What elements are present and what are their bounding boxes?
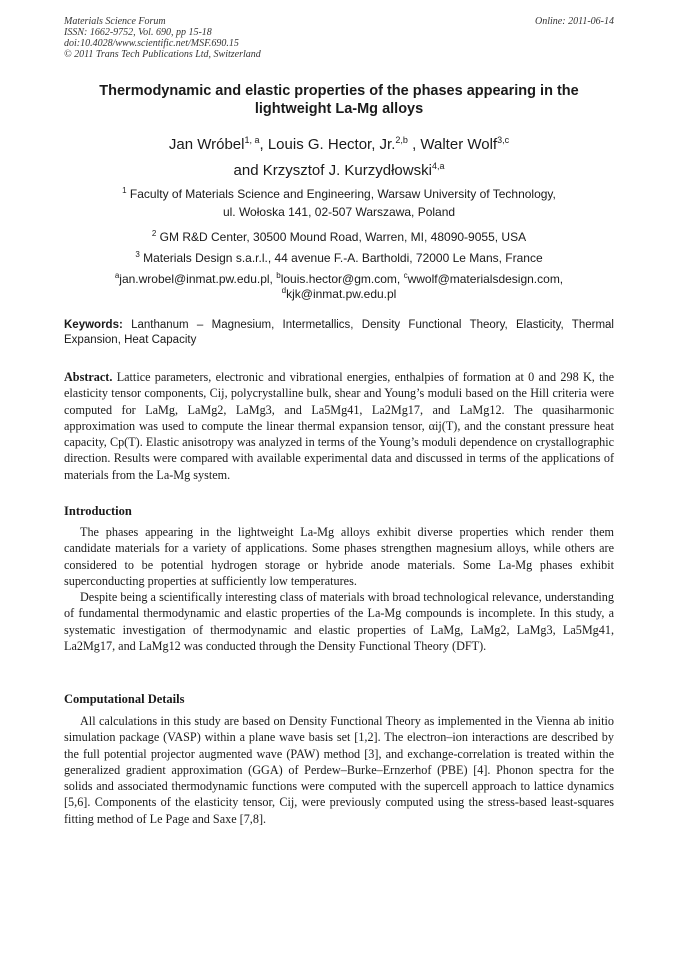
keywords-label: Keywords:	[64, 319, 123, 331]
intro-paragraph-2: Despite being a scientifically interesting class of materials with broad technological relevance, understanding of fundamental thermodynamic and elastic properties of the La-Mg compounds is incomplete. In this study, a systematic investigation of thermodynamic and elastic properties of LaMg, LaMg2, LaMg3, La5Mg41, La2Mg17, and LaMg12 was conducted through the Density Functional Theory (DFT).	[64, 590, 614, 654]
paper-title	[64, 82, 614, 118]
affiliation-1	[64, 183, 614, 202]
email-wolf[interactable]: wwolf@materialsdesign.com,	[407, 272, 564, 286]
affil-text: Materials Design s.a.r.l., 44 avenue F.-A. Bartholdi, 72000 Le Mans, France	[139, 251, 543, 265]
intro-paragraph-1: The phases appearing in the lightweight La-Mg alloys exhibit diverse properties which render them candidate materials for a variety of applications. Some phases strengthen magnesium alloys, while others are considered to be potential hydrogen storage or hybride anode materials. Some La-Mg phases exhibit superconducting properties at sufficiently low temperatures.	[64, 525, 614, 588]
email-sup: d	[281, 286, 287, 295]
email-sup: c	[403, 271, 408, 280]
journal-doi: doi:10.4028/www.scientific.net/MSF.690.15	[64, 38, 239, 49]
comp-paragraph-1: All calculations in this study are based on Density Functional Theory as implemented in the Vienna ab initio simulation package (VASP) within a plane wave basis set [1,2]. The electron–ion interactions are described by the full potential projector augmented wave (PAW) method [3], and exchange-correlation is treated within the generalized gradient approximation (GGA) of Perdew–Burke–Ernzerhof (PBE) [4]. Phonon spectra for the solids and associated thermodynamic functions were computed with the supercell approach to lattice dynamics [5,6]. Components of the elasticity tensor, Cij, were previously computed using the stress-based least-squares fitting method of Le Page and Saxe [7,8].	[64, 714, 614, 826]
affil-sup: 3	[135, 250, 140, 259]
journal-issn: ISSN: 1662-9752, Vol. 690, pp 15-18	[64, 27, 212, 38]
affiliation-1-address: ul. Wołoska 141, 02-507 Warszawa, Poland	[222, 205, 456, 219]
author-line-2	[64, 157, 614, 180]
affiliation-3	[64, 247, 614, 266]
author-sup: 3,c	[497, 135, 510, 145]
abstract-text: Lattice parameters, electronic and vibrational energies, enthalpies of formation at 0 and 298 K, the elasticity tensor components, Cij, polycrystalline bulk, shear and Young’s moduli based on the Hill criteria were computed for LaMg, LaMg2, LaMg3, and La5Mg41, La2Mg17, and LaMg12. The quasiharmonic approximation was used to compute the linear thermal expansion tensor, αij(T), and the constant pressure heat capacity, Cp(T). Elastic anisotropy was analyzed in terms of the Young’s moduli dependence on crystallographic direction. Results were compared with available experimental data and discussed in terms of the applications of materials from the La-Mg system.	[64, 370, 614, 482]
email-sup: b	[276, 271, 281, 280]
author-sup: 4,a	[431, 161, 445, 171]
abstract-label: Abstract.	[64, 370, 113, 384]
author-line-1	[64, 131, 614, 154]
title-line-2: lightweight La-Mg alloys	[254, 101, 424, 117]
author-sup: 2,b	[395, 135, 408, 145]
affil-sup: 2	[151, 229, 157, 238]
author-sup: 1, a	[244, 135, 260, 145]
author-hector: , Louis G. Hector, Jr.	[259, 136, 396, 153]
email-sup: a	[114, 271, 120, 280]
affil-text: GM R&D Center, 30500 Mound Road, Warren, MI, 48090-9055, USA	[156, 230, 527, 244]
journal-info	[64, 16, 261, 60]
email-hector[interactable]: louis.hector@gm.com,	[280, 272, 404, 286]
email-kurzydlowski[interactable]: kjk@inmat.pw.edu.pl	[286, 287, 397, 301]
abstract	[64, 369, 614, 483]
journal-copyright: © 2011 Trans Tech Publications Ltd, Switzerland	[64, 49, 261, 60]
email-wrobel[interactable]: jan.wrobel@inmat.pw.edu.pl,	[119, 272, 277, 286]
journal-name: Materials Science Forum	[64, 16, 166, 27]
author-wrobel: Jan Wróbel	[168, 136, 245, 153]
author-wolf: , Walter Wolf	[407, 136, 498, 153]
affil-sup: 1	[122, 186, 127, 195]
affiliation-2	[64, 226, 614, 245]
section-heading-computational-details: Computational Details	[64, 692, 185, 706]
title-line-1: Thermodynamic and elastic properties of the phases appearing in the	[99, 83, 579, 99]
affil-text: Faculty of Materials Science and Engineering, Warsaw University of Technology,	[126, 187, 556, 201]
keywords	[64, 318, 614, 347]
emails-line-2	[64, 283, 614, 302]
keywords-text: Lanthanum – Magnesium, Intermetallics, Density Functional Theory, Elasticity, Thermal Expansion, Heat Capacity	[64, 319, 614, 346]
author-kurzydlowski: and Krzysztof J. Kurzydłowski	[233, 162, 432, 179]
computational-details-body	[64, 713, 614, 827]
online-date: Online: 2011-06-14	[535, 16, 614, 27]
section-heading-introduction: Introduction	[64, 504, 132, 518]
introduction-body	[64, 524, 614, 654]
